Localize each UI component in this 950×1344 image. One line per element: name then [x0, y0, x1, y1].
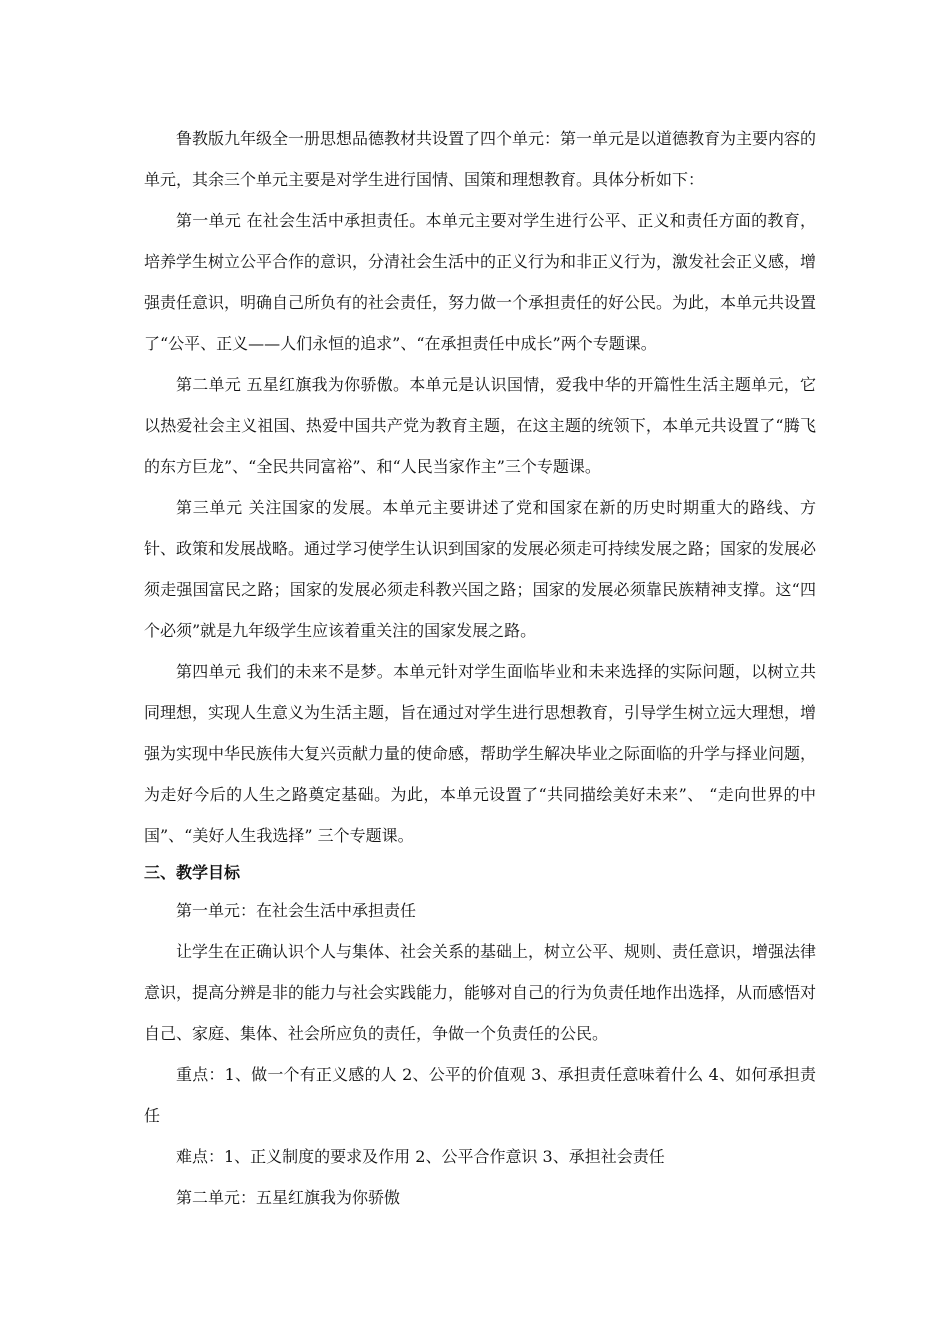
- unit-3-description: 第三单元 关注国家的发展。本单元主要讲述了党和国家在新的历史时期重大的路线、方针、政策和发展战略。通过学习使学生认识到国家的发展必须走可持续发展之路；国家的发展必须走强国富民之路；国家的发展必须走科教兴国之路；国家的发展必须靠民族精神支撑。这“四个必须”就是九年级学生应该着重关注的国家发展之路。: [144, 498, 817, 640]
- unit-2-description: 第二单元 五星红旗我为你骄傲。本单元是认识国情，爱我中华的开篇性生活主题单元，它以热爱社会主义祖国、热爱中国共产党为教育主题，在这主题的统领下，本单元共设置了“腾飞的东方巨龙”、“全民共同富裕”、和“人民当家作主”三个专题课。: [144, 375, 816, 476]
- objective-unit-1-key-points: 重点：1、做一个有正义感的人 2、公平的价值观 3、承担责任意味着什么 4、如何承担责任: [144, 1065, 816, 1125]
- objective-unit-1-difficulties: 难点：1、正义制度的要求及作用 2、公平合作意识 3、承担社会责任: [176, 1147, 665, 1166]
- section-heading-teaching-goals: 三、教学目标: [144, 863, 241, 882]
- objective-unit-2-title: 第二单元：五星红旗我为你骄傲: [176, 1188, 401, 1207]
- document-body: [144, 118, 816, 1218]
- intro-paragraph: 鲁教版九年级全一册思想品德教材共设置了四个单元：第一单元是以道德教育为主要内容的单元，其余三个单元主要是对学生进行国情、国策和理想教育。具体分析如下：: [144, 129, 817, 189]
- objective-unit-1-text: 让学生在正确认识个人与集体、社会关系的基础上，树立公平、规则、责任意识，增强法律意识，提高分辨是非的能力与社会实践能力，能够对自己的行为负责任地作出选择，从而感悟对自己、家庭、集体、社会所应负的责任，争做一个负责任的公民。: [144, 942, 817, 1043]
- unit-1-description: 第一单元 在社会生活中承担责任。本单元主要对学生进行公平、正义和责任方面的教育，培养学生树立公平合作的意识，分清社会生活中的正义行为和非正义行为，激发社会正义感，增强责任意识，明确自己所负有的社会责任，努力做一个承担责任的好公民。为此，本单元共设置了“公平、正义——人们永恒的追求”、“在承担责任中成长”两个专题课。: [144, 211, 817, 353]
- unit-4-description: 第四单元 我们的未来不是梦。本单元针对学生面临毕业和未来选择的实际问题，以树立共同理想，实现人生意义为生活主题，旨在通过对学生进行思想教育，引导学生树立远大理想，增强为实现中华民族伟大复兴贡献力量的使命感，帮助学生解决毕业之际面临的升学与择业问题，为走好今后的人生之路奠定基础。为此，本单元设置了“共同描绘美好未来”、 “走向世界的中国”、“美好人生我选择” 三个专题课。: [144, 662, 817, 845]
- objective-unit-1-title: 第一单元：在社会生活中承担责任: [176, 901, 417, 920]
